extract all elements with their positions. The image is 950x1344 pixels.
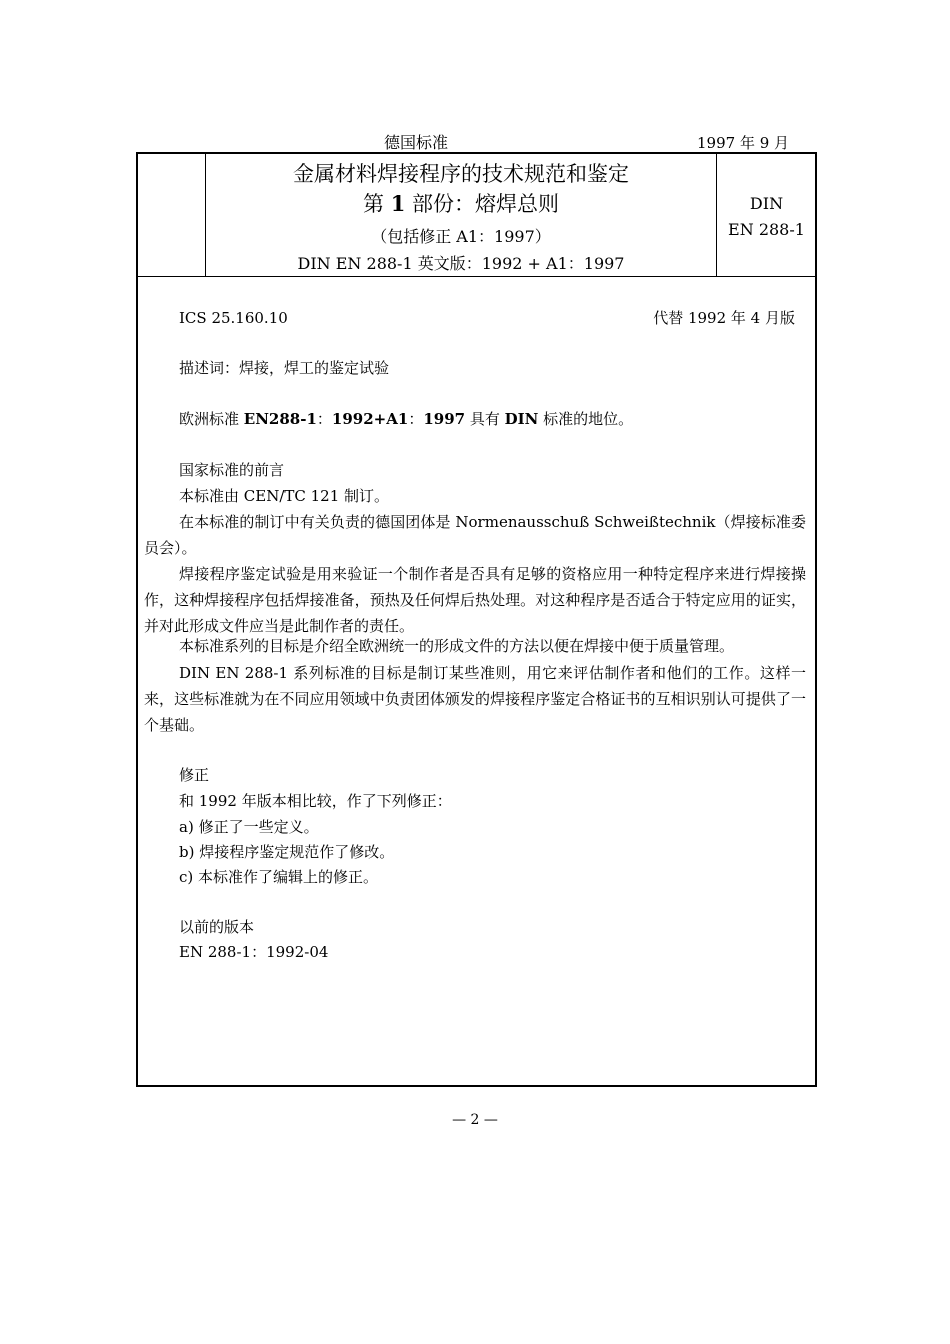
replaces-note: 代替 1992 年 4 月版 <box>653 309 795 327</box>
header-date: 1997 年 9 月 <box>697 134 790 152</box>
euro-prefix: 欧洲标准 <box>179 410 244 428</box>
descriptors: 描述词：焊接，焊工的鉴定试验 <box>179 359 390 377</box>
euro-din: DIN <box>504 410 539 428</box>
amendment-item-b: b) 焊接程序鉴定规范作了修改。 <box>179 843 395 861</box>
title-line-2-part-number: 1 <box>390 191 406 216</box>
title-line-3: （包括修正 A1：1997） <box>371 227 551 246</box>
foreword-paragraph-5: DIN EN 288-1 系列标准的目标是制订某些准则，用它来评估制作者和他们的工作。这样一来，这些标准就为在不同应用领域中负责团体颁发的焊接程序鉴定合格证书的互相识别认可提供了一个基础。 <box>144 664 806 734</box>
amendment-item-c: c) 本标准作了编辑上的修正。 <box>179 868 379 886</box>
title-block <box>138 154 815 277</box>
title-line-2-suffix: 部份：熔焊总则 <box>405 192 559 216</box>
euro-sep-1: ： <box>316 410 332 428</box>
amendments-heading: 修正 <box>179 766 210 784</box>
title-right-divider <box>716 154 717 276</box>
din-number: EN 288-1 <box>728 220 805 239</box>
page-number: — 2 — <box>452 1112 498 1128</box>
euro-mid: 具有 <box>465 410 505 428</box>
header-standard-type: 德国标准 <box>384 133 449 152</box>
amendment-item-a: a) 修正了一些定义。 <box>179 818 319 836</box>
foreword-paragraph-1: 本标准由 CEN/TC 121 制订。 <box>179 487 390 505</box>
foreword-paragraph-2: 在本标准的制订中有关负责的德国团体是 Normenausschuß Schweißtechnik（焊接标准委员会）。 <box>144 513 806 557</box>
title-line-1: 金属材料焊接程序的技术规范和鉴定 <box>293 162 629 186</box>
din-label: DIN <box>749 194 784 213</box>
european-standard-status <box>179 406 633 432</box>
previous-editions-value: EN 288-1：1992-04 <box>179 943 329 961</box>
euro-standard-number: EN288-1 <box>243 410 317 428</box>
title-line-2 <box>206 188 716 218</box>
euro-amendment-year: 1997 <box>423 410 466 428</box>
title-line-4: DIN EN 288-1 英文版：1992 + A1：1997 <box>297 254 625 273</box>
euro-standard-year: 1992+A1 <box>331 410 409 428</box>
previous-editions-heading: 以前的版本 <box>179 918 255 936</box>
foreword-paragraph-3: 焊接程序鉴定试验是用来验证一个制作者是否具有足够的资格应用一种特定程序来进行焊接操作，这种焊接程序包括焊接准备，预热及任何焊后热处理。对这种程序是否适合于特定应用的证实，并对此形成文件应当是此制作者的责任。 <box>144 565 806 635</box>
amendments-intro: 和 1992 年版本相比较，作了下列修正： <box>179 792 452 810</box>
euro-sep-2: ： <box>408 410 424 428</box>
title-line-2-prefix: 第 <box>363 192 391 216</box>
euro-suffix: 标准的地位。 <box>538 410 634 428</box>
ics-code: ICS 25.160.10 <box>179 309 288 327</box>
foreword-paragraph-4: 本标准系列的目标是介绍全欧洲统一的形成文件的方法以便在焊接中便于质量管理。 <box>179 637 735 655</box>
foreword-heading: 国家标准的前言 <box>179 461 285 479</box>
